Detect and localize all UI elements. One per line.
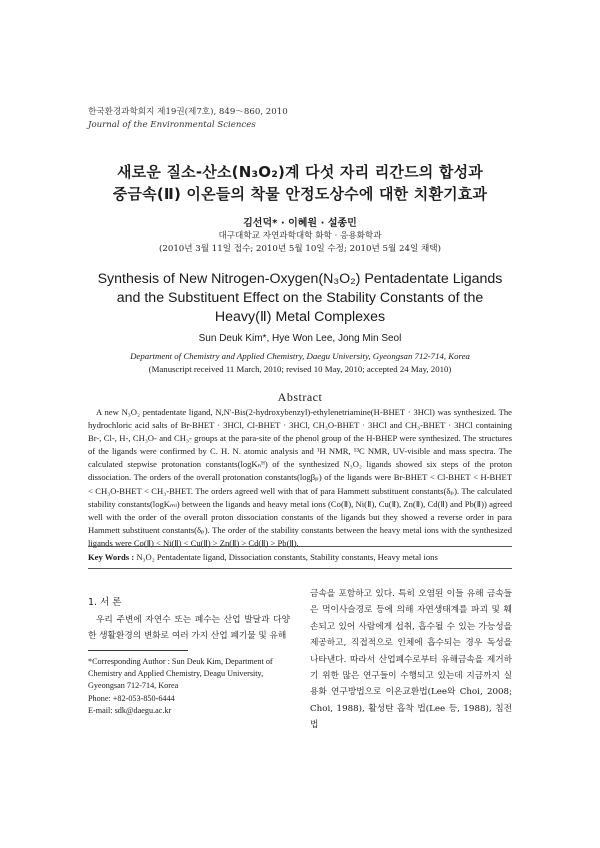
footnote-rule xyxy=(88,650,188,651)
abstract-text: A new N₃O₂ pentadentate ligand, N,N'-Bis(2-hydroxybenzyl)-ethylenetriamine(H-BHET · 3HCl) was synthesized. The hydrochloric acid salts of Br-BHET · 3HCl, Cl-BHET · 3HCl, CH₃O-BHET · 3HCl and CH₃-BHET · 3HCl containing Br-, Cl-, H-, CH₃O- and CH₃- groups at the para-site of the phenol group of the H-BHEP were synthesized. The structures of the ligands were confirmed by C. H. N. atomic analysis and ¹H NMR, ¹³C NMR, UV-visible and mass spectra. The calculated stepwise protonation constants(logKₙᴴ) of the synthesized N₃O₂ ligands showed six steps of the proton dissociation. The orders of the overall protonation constants(logβₚ) of the ligands were Br-BHET < Cl-BHET < H-BHET < CH₃O-BHET < CH₃-BHET. The orders agreed well with that of para Hammett substituent constants(δₚ). The calculated stability constants(logKₘₗ) between the ligands and heavy metal ions (Co(Ⅱ), Ni(Ⅱ), Cu(Ⅱ), Zn(Ⅱ), Cd(Ⅱ) and Pb(Ⅱ)) agreed well with the order of the overall proton dissociation constants of the ligands but they showed a reverse order in para Hammett substituent constants(δₚ). The order of the stability constants between the heavy metal ions with the synthesized ligands were Co(Ⅱ) < Ni(Ⅱ) < Cu(Ⅱ) > Zn(Ⅱ) > Cd(Ⅱ) > Pb(Ⅱ). xyxy=(88,407,512,548)
korean-title xyxy=(60,161,540,205)
keywords xyxy=(88,552,512,562)
keywords-text: N₃O₂ Pentadentate ligand, Dissociation constants, Stability constants, Heavy metal ions xyxy=(136,552,438,562)
body-right-column: 금속을 포함하고 있다. 특히 오염된 이들 유해 금속들은 먹이사슬경로 등에 의해 자연생태계를 파괴 및 훼손되고 있어 사람에게 섭취, 흡수될 수 있는 가능성을 제공하고, 직접적으로 인체에 흡수되는 경우 독성을 나타낸다. 따라서 산업폐수로부터 유해금속을 제거하기 위한 많은 연구들이 수행되고 있는데 지금까지 실용화 연구방법으로 이온교환법(Lee와 Choi, 2008; Choi, 1988), 활성탄 흡착 법(Lee 등, 1988), 침전법 xyxy=(310,589,512,731)
journal-citation: 한국환경과학회지 제19권(제7호), 849～860, 2010 xyxy=(88,107,288,117)
abstract-heading: Abstract xyxy=(277,390,323,404)
english-title-line-1: Synthesis of New Nitrogen-Oxygen(N₃O₂) Pentadentate Ligands xyxy=(97,271,503,287)
keywords-bottom-rule xyxy=(88,568,512,569)
keywords-label: Key Words : xyxy=(88,552,137,562)
korean-title-line-1: 새로운 질소-산소(N₃O₂)계 다섯 자리 리간드의 합성과 xyxy=(116,163,483,181)
korean-dates: (2010년 3월 11일 접수; 2010년 5월 10일 수정; 2010년 5월 24일 채택) xyxy=(159,244,441,254)
english-title-line-3: Heavy(Ⅱ) Metal Complexes xyxy=(214,309,386,325)
english-affiliation-block xyxy=(60,350,540,376)
english-dates: (Manuscript received 11 March, 2010; revised 10 May, 2010; accepted 24 May, 2010) xyxy=(148,364,452,374)
english-authors: Sun Deuk Kim*, Hye Won Lee, Jong Min Seol xyxy=(198,333,402,344)
section-heading-introduction: 1. 서 론 xyxy=(88,597,122,608)
journal-header xyxy=(88,106,288,132)
english-affiliation: Department of Chemistry and Applied Chemistry, Daegu University, Gyeongsan 712-714, Korea xyxy=(130,351,470,361)
korean-affiliation-block xyxy=(60,230,540,256)
keywords-top-rule xyxy=(88,546,512,547)
body-left-column: 우리 주변에 자연수 또는 폐수는 산업 발달과 다양한 생활환경의 변화로 여러 가지 산업 폐기물 및 유해 xyxy=(88,615,290,642)
footnote xyxy=(88,656,293,717)
footnote-corresponding-author: *Corresponding Author : Sun Deuk Kim, Department of Chemistry and Applied Chemistry, Deagu University, Gyeongsan 712-714, Korea xyxy=(88,657,273,691)
english-title-line-2: and the Substituent Effect on the Stability Constants of the xyxy=(116,290,484,306)
footnote-phone: Phone: +82-053-850-6444 xyxy=(88,693,175,703)
footnote-email: E-mail: sdk@daegu.ac.kr xyxy=(88,705,172,715)
korean-affiliation: 대구대학교 자연과학대학 화학 · 응용화학과 xyxy=(218,231,382,241)
english-title xyxy=(60,270,540,327)
korean-authors: 김선덕* · 이혜원 · 설종민 xyxy=(243,218,357,229)
journal-name: Journal of the Environmental Sciences xyxy=(88,120,256,130)
korean-title-line-2: 중금속(Ⅱ) 이온들의 착물 안정도상수에 대한 치환기효과 xyxy=(112,185,488,203)
